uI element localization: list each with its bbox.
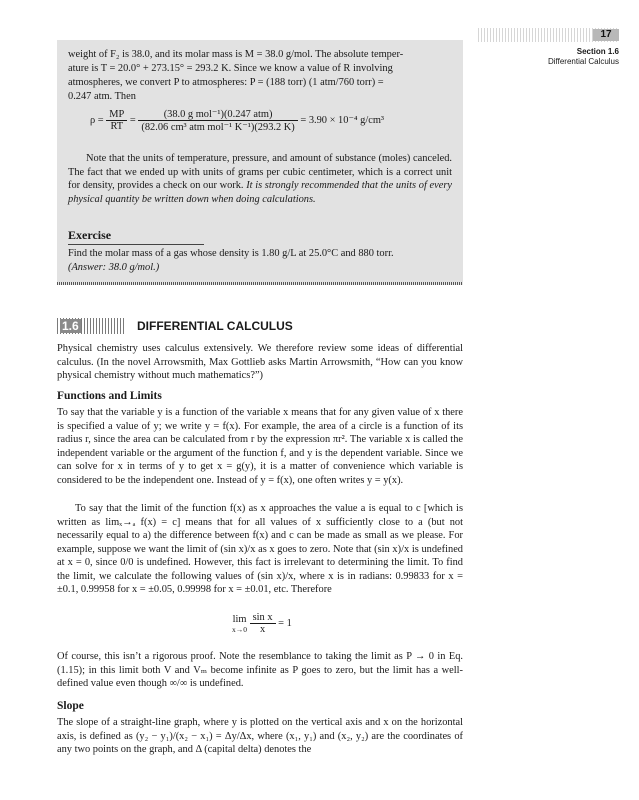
box-bottom-rule xyxy=(57,282,463,285)
box-note-italic: It is strongly recommended that the units of every physical quantity be written down when doing calculations. xyxy=(68,180,452,205)
equals-sign: = xyxy=(129,114,136,126)
numeric-fraction xyxy=(138,108,297,133)
slope-p1-text: The slope of a straight-line graph, where y is plotted on the vertical axis and x on the horizontal axis, is defined as (y₂ − y₁)/(x₂ − x₁) = Δy/Δx, where (x₁, y₁) and (x₂, y₂) are the coordinates of any two points on the graph, and Δ (capital delta) denotes the xyxy=(57,717,463,755)
slope-heading: Slope xyxy=(57,700,84,712)
running-head xyxy=(548,47,619,67)
section-intro-text: Physical chemistry uses calculus extensively. We therefore review some ideas of differential calculus. (In the novel Arrowsmith, Max Gottlieb asks Martin Arrowsmith, “How can you know physical chemistry without much mathematics?”) xyxy=(57,343,463,381)
functions-paragraph-3 xyxy=(57,650,463,691)
frac2-numerator: (38.0 g mol⁻¹)(0.247 atm) xyxy=(163,109,273,120)
functions-paragraph-1 xyxy=(57,406,463,487)
density-result: = 3.90 × 10⁻⁴ g/cm³ xyxy=(300,114,385,126)
frac1-denominator: RT xyxy=(106,120,127,132)
functions-limits-heading: Functions and Limits xyxy=(57,390,162,402)
section-number-bar xyxy=(57,318,125,334)
frac1-numerator: MP xyxy=(109,109,125,120)
density-lhs: ρ = xyxy=(90,114,104,126)
box-line-2: ature is T = 20.0° + 273.15° = 293.2 K. Since we know a value of R involving xyxy=(68,63,393,74)
box-line-3: atmospheres, we convert P to atmospheres: P = (188 torr) (1 atm/760 torr) = xyxy=(68,77,384,88)
functions-p3-text: Of course, this isn’t a rigorous proof. Note the resemblance to taking the limit as P → 0 in Eq. (1.15); in this limit both V and Vₘ become infinite as P goes to zero, but the limit has a well-defined value even though ∞/∞ is undefined. xyxy=(57,651,463,689)
limit-rhs: = 1 xyxy=(278,617,292,629)
page-number: 17 xyxy=(593,29,619,41)
section-intro xyxy=(57,342,463,383)
functions-p1-text: To say that the variable y is a function of the variable x means that for any given value of x there is specified a value of y; we write y = f(x). For example, the area of a circle is a function of its radius r, since the area can be calculated from r by the expression πr². The variable x is called the independent variable or the argument of the function f, and y is the dependent variable. Since we can solve for x in terms of y to get x = g(y), it is a matter of convenience which variable is considered to be the independent one. Instead of y = f(x), one often writes y = y(x). xyxy=(57,407,463,486)
limit-lim: lim xyxy=(232,613,247,625)
box-note xyxy=(68,152,452,206)
limit-denominator: x xyxy=(250,623,276,635)
limit-numerator: sin x xyxy=(252,612,273,623)
exercise-body xyxy=(68,247,452,274)
limit-equation xyxy=(232,612,292,635)
box-note-text: Note that the units of temperature, pressure, and amount of substance (moles) canceled. The fact that we ended up with units of grams per cubic centimeter, which is a correct unit for density, provides a check on our work. xyxy=(68,153,452,191)
section-number: 1.6 xyxy=(62,319,79,333)
running-head-title: Differential Calculus xyxy=(548,57,619,66)
slope-paragraph xyxy=(57,716,463,757)
functions-p2-text: To say that the limit of the function f(x) as x approaches the value a is equal to c [which is written as limₓ→ₐ f(x) = c] means that for all values of x sufficiently close to a (but not necessarily equal to a) the difference between f(x) and c can be made as small as we please. For example, suppose we want the limit of (sin x)/x as x goes to zero. Note that (sin x)/x is undefined at x = 0, since 0/0 is undefined. However, this fact is irrelevant to determining the limit. To find the limit, we calculate the following values of (sin x)/x, where x is in radians: 0.99833 for x = ±0.1, 0.99958 for x = ±0.05, 0.99998 for x = ±0.01, etc. Therefore xyxy=(57,503,463,595)
exercise-title: Exercise xyxy=(68,228,204,245)
section-title: DIFFERENTIAL CALCULUS xyxy=(137,319,293,333)
limit-subscript: x→0 xyxy=(232,624,247,634)
sinx-over-x-fraction xyxy=(250,612,276,635)
density-equation xyxy=(90,108,384,133)
frac2-denominator: (82.06 cm³ atm mol⁻¹ K⁻¹)(293.2 K) xyxy=(138,120,297,133)
box-line-4: 0.247 atm. Then xyxy=(68,91,136,102)
exercise-text: Find the molar mass of a gas whose density is 1.80 g/L at 25.0°C and 880 torr. xyxy=(68,248,394,259)
mp-over-rt-fraction xyxy=(106,109,127,132)
functions-paragraph-2 xyxy=(57,502,463,597)
box-line-1: weight of F₂ is 38.0, and its molar mass is M = 38.0 g/mol. The absolute temper- xyxy=(68,49,404,60)
running-head-section: Section 1.6 xyxy=(576,47,619,56)
exercise-answer: (Answer: 38.0 g/mol.) xyxy=(68,261,160,273)
